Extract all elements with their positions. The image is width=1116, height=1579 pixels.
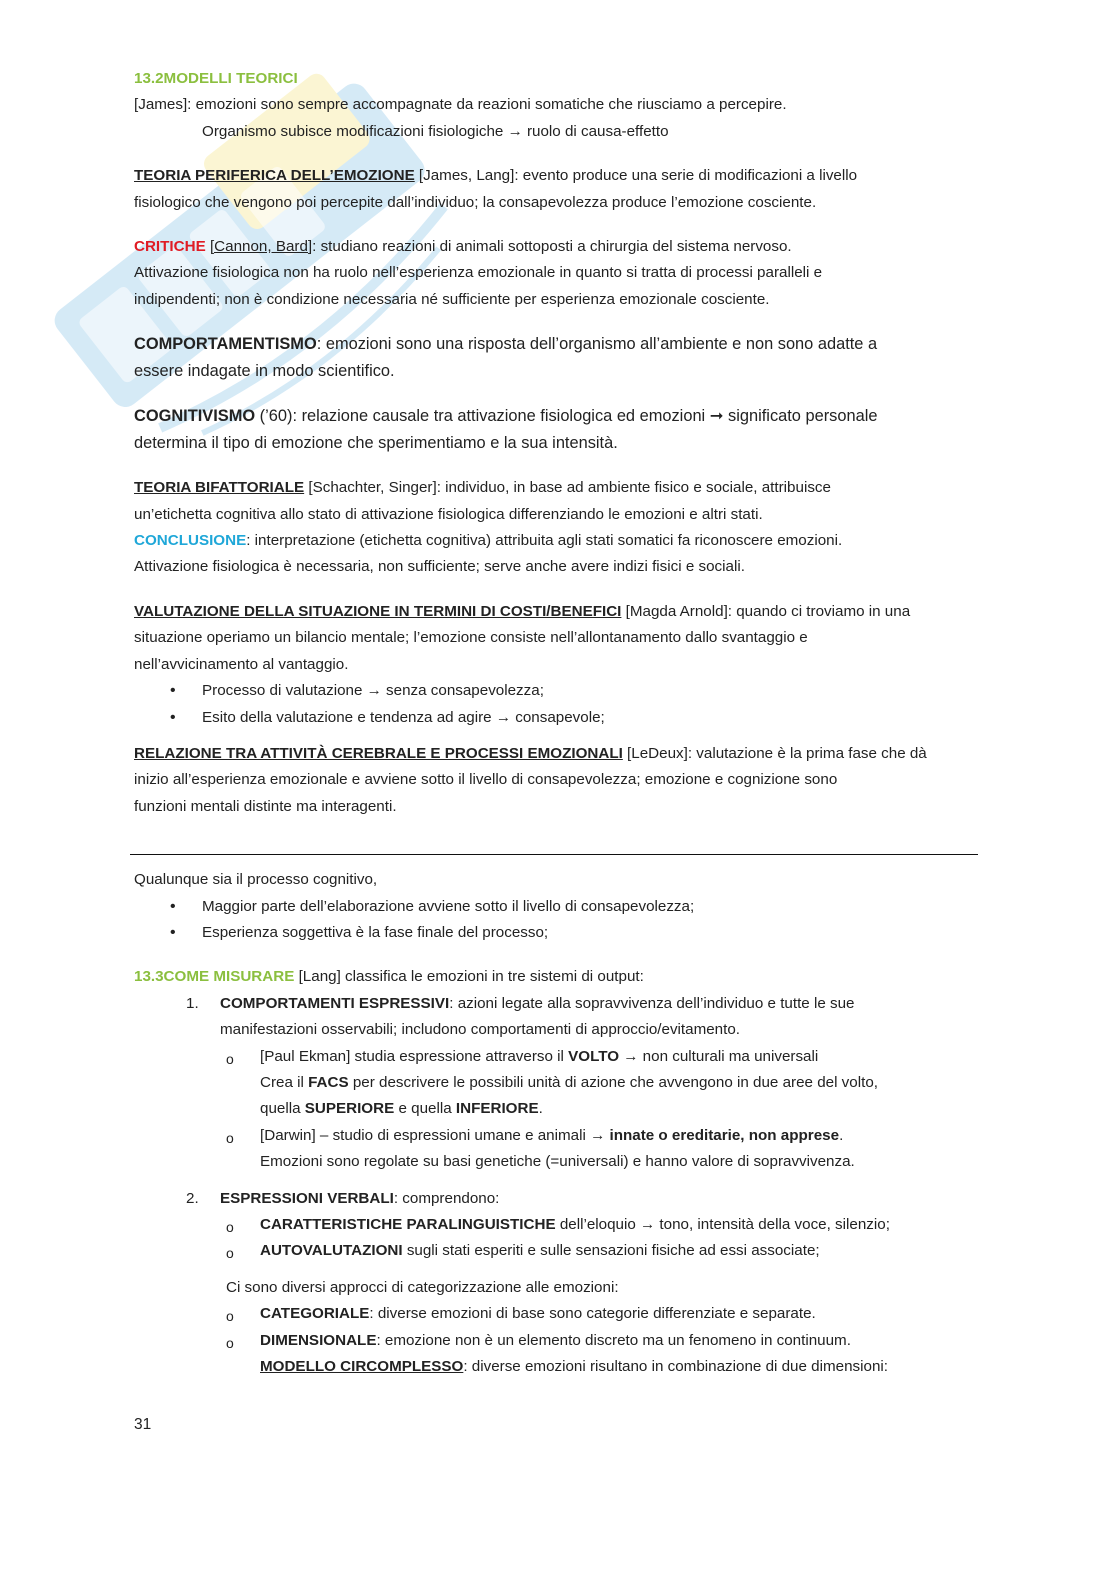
section-heading-misurare xyxy=(134,964,979,990)
term-title: TEORIA BIFATTORIALE xyxy=(134,479,305,497)
bold-term: innate o ereditarie, non apprese xyxy=(609,1126,840,1144)
sub-bullet-marker: o xyxy=(226,1308,234,1325)
list-item: • Esito della valutazione e tendenza ad agire → consapevole; xyxy=(202,705,979,731)
critiche-line3: indipendenti; non è condizione necessaria né sufficiente per esperienza emozionale cosciente. xyxy=(134,290,770,308)
paragraph-text: : comprendono: xyxy=(393,1189,500,1207)
paragraph-text: [LeDeux]: valutazione è la prima fase che dà xyxy=(622,744,927,762)
term-title: COGNITIVISMO xyxy=(134,407,256,426)
bold-term: INFERIORE xyxy=(455,1100,539,1118)
numbered-item-1 xyxy=(134,991,979,1017)
text: Crea il xyxy=(260,1073,309,1091)
bold-term: CARATTERISTICHE PARALINGUISTICHE xyxy=(260,1216,556,1233)
periferica-line2: fisiologico che vengono poi percepite dall’individuo; la consapevolezza produce l’emozione cosciente. xyxy=(134,193,817,211)
list-item: • Maggior parte dell’elaborazione avviene sotto il livello di consapevolezza; xyxy=(202,894,979,920)
relazione-paragraph xyxy=(134,741,979,767)
text: e quella xyxy=(394,1100,456,1118)
approcci-line: Ci sono diversi approcci di categorizzazione alle emozioni: xyxy=(226,1278,619,1296)
list-number: 2. xyxy=(186,1189,199,1207)
valutazione-paragraph xyxy=(134,599,979,625)
darwin-line2: Emozioni sono regolate su basi genetiche (=universali) e hanno valore di sopravvivenza. xyxy=(260,1153,855,1171)
paragraph-text: [Lang] classifica le emozioni in tre sistemi di output: xyxy=(294,968,644,986)
sub-bullet-marker: o xyxy=(226,1219,234,1235)
text: per descrivere le possibili unità di azione che avvengono in due aree del volto, xyxy=(348,1073,878,1091)
sub-item-dimensionale xyxy=(134,1328,979,1354)
paragraph-text: : azioni legate alla sopravvivenza dell’individuo e tutte le sue xyxy=(449,994,855,1012)
term-title: ESPRESSIONI VERBALI xyxy=(220,1189,394,1207)
paragraph-text: (’60): relazione causale tra attivazione fisiologica ed emozioni ➞ significato personale xyxy=(255,407,878,426)
paragraph-text: : studiano reazioni di animali sottoposti a chirurgia del sistema nervoso. xyxy=(312,238,792,256)
sub-item-categoriale xyxy=(134,1301,979,1327)
sub-bullet-marker: o xyxy=(226,1334,234,1351)
critiche-label: CRITICHE xyxy=(134,238,206,256)
valutazione-line2: situazione operiamo un bilancio mentale; l’emozione consiste nell’allontanamento dallo svantaggio e xyxy=(134,629,808,647)
text: quella xyxy=(260,1100,305,1118)
heading-text: 13.2MODELLI TEORICI xyxy=(134,70,298,87)
critiche-line2: Attivazione fisiologica non ha ruolo nell’esperienza emozionale in quanto si tratta di processi paralleli e xyxy=(134,264,823,282)
valutazione-bullet-list xyxy=(134,678,979,731)
bold-term: CATEGORIALE xyxy=(260,1305,370,1323)
text: : diverse emozioni risultano in combinazione di due dimensioni: xyxy=(463,1358,888,1376)
critiche-paragraph xyxy=(134,234,979,260)
list-item: • Processo di valutazione → senza consapevolezza; xyxy=(202,678,979,704)
qualunque-bullet-list xyxy=(134,894,979,947)
numbered-item-2 xyxy=(134,1186,979,1212)
paragraph-text: [James, Lang]: evento produce una serie di modificazioni a livello xyxy=(414,167,858,185)
sub-bullet-marker: o xyxy=(226,1129,234,1146)
periferica-paragraph xyxy=(134,163,979,189)
sub-bullet-marker: o xyxy=(226,1245,234,1262)
citation: [Cannon, Bard] xyxy=(209,238,313,256)
term-title: RELAZIONE TRA ATTIVITÀ CEREBRALE E PROCESSI EMOZIONALI xyxy=(134,744,623,762)
paragraph-text: : emozioni sono sempre accompagnate da reazioni somatiche che riusciamo a percepire. xyxy=(187,96,787,114)
citation: [James] xyxy=(134,96,188,114)
cognitivismo-paragraph xyxy=(134,403,979,430)
organismo-line: Organismo subisce modificazioni fisiologiche → ruolo di causa-effetto xyxy=(202,122,669,140)
sub-item-ekman xyxy=(134,1044,979,1070)
text: dell’eloquio → tono, intensità della voce, silenzio; xyxy=(555,1216,890,1233)
paragraph-text: [Schachter, Singer]: individuo, in base ad ambiente fisico e sociale, attribuisce xyxy=(304,479,831,497)
item1-line2: manifestazioni osservabili; includono comportamenti di approccio/evitamento. xyxy=(220,1021,741,1039)
bifattoriale-line2: un’etichetta cognitiva allo stato di attivazione fisiologica differenziando le emozioni e altri stati. xyxy=(134,505,763,523)
paragraph-text: [Magda Arnold]: quando ci troviamo in una xyxy=(621,602,911,620)
qualunque-intro: Qualunque sia il processo cognitivo, xyxy=(134,871,378,889)
list-item: • Esperienza soggettiva è la fase finale del processo; xyxy=(202,920,979,946)
circomplesso-line xyxy=(134,1354,979,1380)
text: . xyxy=(839,1126,844,1144)
paragraph-text: : interpretazione (etichetta cognitiva) attribuita agli stati somatici fa riconoscere emozioni. xyxy=(246,532,843,550)
section-heading-modelli xyxy=(134,66,979,92)
relazione-line3: funzioni mentali distinte ma interagenti. xyxy=(134,797,397,815)
text: → non culturali ma universali xyxy=(619,1047,819,1065)
bold-term: VOLTO xyxy=(568,1047,620,1065)
bold-term: AUTOVALUTAZIONI xyxy=(260,1242,403,1260)
relazione-line2: inizio all’esperienza emozionale e avviene sotto il livello di consapevolezza; emozione e cognizione sono xyxy=(134,771,838,789)
document-body xyxy=(134,66,979,1380)
bifattoriale-paragraph xyxy=(134,475,979,501)
text: sugli stati esperiti e sulle sensazioni fisiche ad essi associate; xyxy=(402,1242,820,1260)
comportamentismo-line2: essere indagate in modo scientifico. xyxy=(134,362,395,381)
term-title: MODELLO CIRCOMPLESSO xyxy=(260,1358,464,1376)
sub-item-darwin xyxy=(134,1123,979,1149)
text: : emozione non è un elemento discreto ma un fenomeno in continuum. xyxy=(376,1331,851,1349)
bold-term: FACS xyxy=(308,1073,349,1091)
list-number: 1. xyxy=(186,994,199,1012)
term-title: VALUTAZIONE DELLA SITUAZIONE IN TERMINI DI COSTI/BENEFICI xyxy=(134,602,622,620)
page-number: 31 xyxy=(134,1416,152,1433)
text: [Paul Ekman] studia espressione attraverso il xyxy=(260,1047,569,1065)
sub-bullet-marker: o xyxy=(226,1050,234,1067)
paragraph-text: : emozioni sono una risposta dell’organismo all’ambiente e non sono adatte a xyxy=(316,335,878,354)
sub-item-paralinguistiche xyxy=(134,1212,979,1238)
bold-term: SUPERIORE xyxy=(304,1100,395,1118)
valutazione-line3: nell’avvicinamento al vantaggio. xyxy=(134,655,349,673)
sub-item-autovalutazioni xyxy=(134,1238,979,1264)
term-title: COMPORTAMENTISMO xyxy=(134,335,317,354)
bold-term: DIMENSIONALE xyxy=(260,1331,377,1349)
facs-line xyxy=(134,1070,979,1096)
text: . xyxy=(538,1100,543,1118)
comportamentismo-paragraph xyxy=(134,331,979,358)
conclusione-line2: Attivazione fisiologica è necessaria, non sufficiente; serve anche avere indizi fisici e sociali. xyxy=(134,558,745,576)
heading-text: 13.3COME MISURARE xyxy=(134,968,295,986)
term-title: COMPORTAMENTI ESPRESSIVI xyxy=(220,994,450,1012)
quella-line xyxy=(134,1096,979,1122)
james-paragraph xyxy=(134,92,979,118)
conclusione-paragraph xyxy=(134,528,979,554)
cognitivismo-line2: determina il tipo di emozione che sperimentiamo e la sua intensità. xyxy=(134,434,618,453)
conclusione-label: CONCLUSIONE xyxy=(134,532,247,550)
text: [Darwin] – studio di espressioni umane e animali → xyxy=(260,1126,610,1144)
text: : diverse emozioni di base sono categorie differenziate e separate. xyxy=(369,1305,816,1323)
term-title: TEORIA PERIFERICA DELL’EMOZIONE xyxy=(134,167,415,185)
